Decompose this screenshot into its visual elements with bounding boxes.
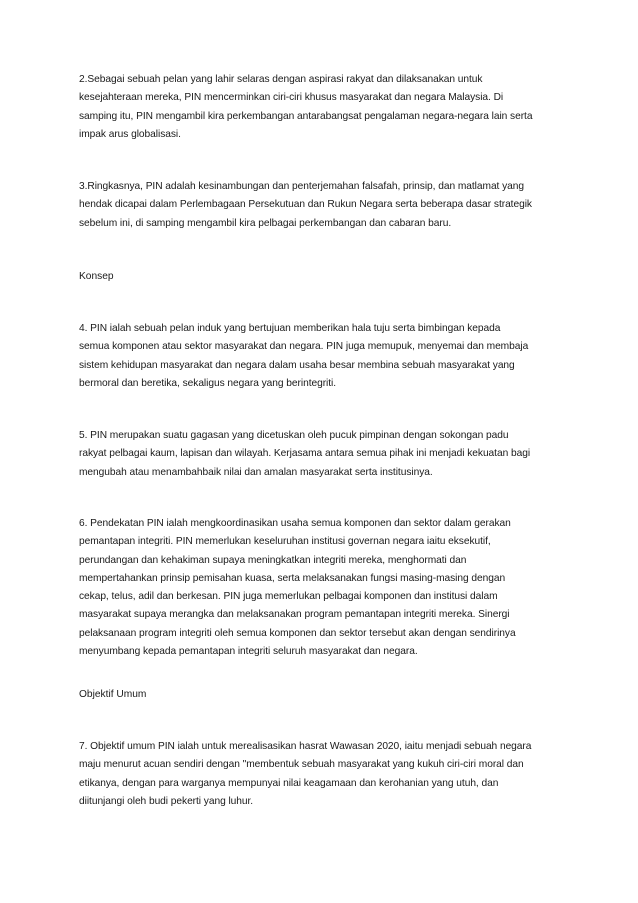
text-line: sistem kehidupan masyarakat dan negara dalam usaha besar membina sebuah masyarakat yang [79,359,515,371]
text-line: masyarakat supaya merangka dan melaksanakan program pemantapan integriti mereka. Sinergi [79,609,510,621]
text-line: 5. PIN merupakan suatu gagasan yang dicetuskan oleh pucuk pimpinan dengan sokongan padu [79,430,509,441]
text-line: perundangan dan kehakiman supaya meningkatkan integriti mereka, menghormati dan [79,554,467,566]
paragraph-3 [79,178,563,233]
text-line: impak arus globalisasi. [79,128,181,140]
text-line: pelaksanaan program integriti oleh semua komponen dan sektor tersebut akan dengan sendirinya [79,627,516,639]
text-line: 7. Objektif umum PIN ialah untuk merealisasikan hasrat Wawasan 2020, iaitu menjadi sebuah negara [79,741,532,752]
text-line: 6. Pendekatan PIN ialah mengkoordinasikan usaha semua komponen dan sektor dalam gerakan [79,518,511,529]
text-line: etikanya, dengan para warganya mempunyai nilai keagamaan dan kerohanian yang utuh, dan [79,777,499,789]
text-line: bermoral dan beretika, sekaligus negara yang berintegriti. [79,377,337,389]
paragraph-2 [79,71,563,144]
text-line: 2.Sebagai sebuah pelan yang lahir selaras dengan aspirasi rakyat dan dilaksanakan untuk [79,74,483,85]
text-line: semua komponen atau sektor masyarakat dan negara. PIN juga memupuk, menyemai dan membaja [79,341,529,353]
paragraph-5 [79,427,563,482]
paragraph-4 [79,320,563,393]
text-line: kesejahteraan mereka, PIN mencerminkan ciri-ciri khusus masyarakat dan negara Malaysia. Di [79,92,504,104]
text-line: rakyat pelbagai kaum, lapisan dan wilayah. Kerjasama antara semua pihak ini menjadi kekuatan bagi [79,448,531,460]
text-line: cekap, telus, adil dan berkesan. PIN juga memerlukan pelbagai komponen dan institusi dalam [79,591,498,603]
text-line: sebelum ini, di samping mengambil kira pelbagai perkembangan dan cabaran baru. [79,217,452,229]
text-line: mempertahankan prinsip pemisahan kuasa, serta melaksanakan fungsi masing-masing dengan [79,572,506,584]
section-heading-konsep: Konsep [79,271,114,282]
text-line: 3.Ringkasnya, PIN adalah kesinambungan dan penterjemahan falsafah, prinsip, dan matlamat yang [79,181,525,192]
paragraph-6 [79,515,563,661]
text-line: maju menurut acuan sendiri dengan "membentuk sebuah masyarakat yang kukuh ciri-ciri moral dan [79,759,524,771]
text-line: pemantapan integriti. PIN memerlukan keseluruhan institusi governan negara iaitu eksekutif, [79,536,491,548]
text-line: mengubah atau menambahbaik nilai dan amalan masyarakat serta institusinya. [79,466,433,478]
text-line: diitunjangi oleh budi pekerti yang luhur. [79,795,254,807]
text-line: hendak dicapai dalam Perlembagaan Persekutuan dan Rukun Negara serta beberapa dasar strategik [79,199,532,211]
text-line: samping itu, PIN mengambil kira perkembangan antarabangsat pengalaman negara-negara lain serta [79,110,533,122]
text-line: menyumbang kepada pemantapan integriti seluruh masyarakat dan negara. [79,646,418,658]
text-line: 4. PIN ialah sebuah pelan induk yang bertujuan memberikan hala tuju serta bimbingan kepada [79,323,501,334]
paragraph-7 [79,738,563,811]
section-heading-objektif-umum: Objektif Umum [79,689,147,700]
